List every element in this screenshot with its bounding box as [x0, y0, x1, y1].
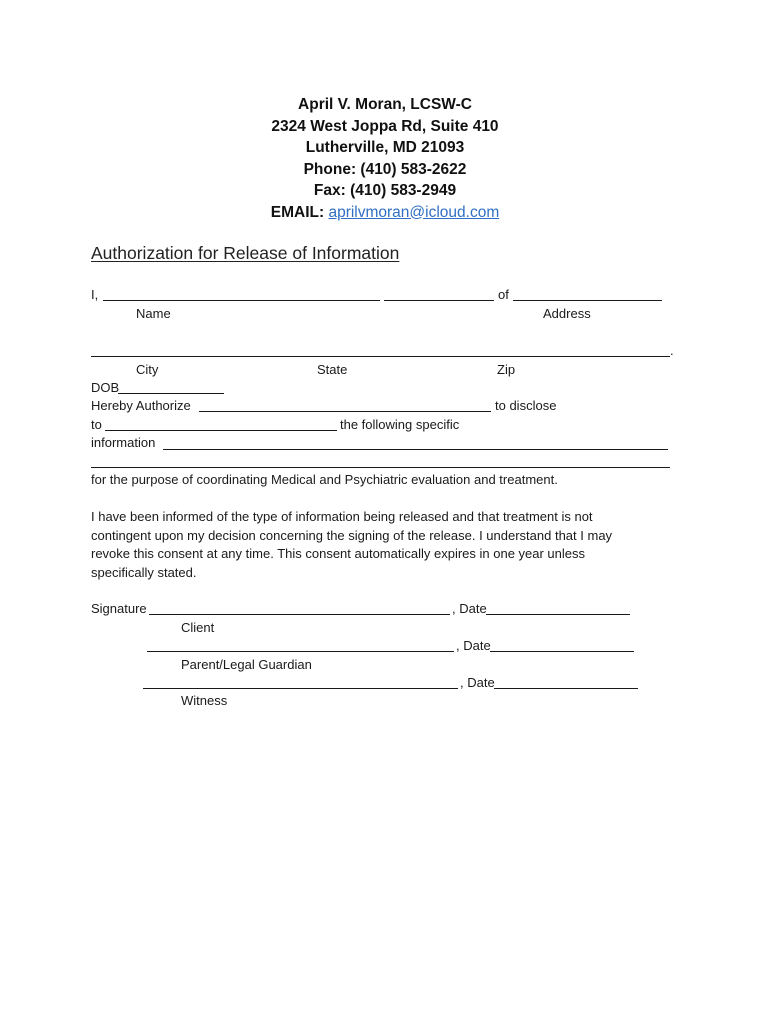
fax-number: Fax: (410) 583-2949	[313, 182, 457, 199]
information-field[interactable]	[163, 449, 668, 450]
zip-caption: Zip	[497, 362, 516, 377]
authorize-field[interactable]	[199, 411, 491, 412]
address-line-1: 2324 West Joppa Rd, Suite 410	[271, 117, 499, 135]
disclose-label: to disclose	[495, 398, 557, 413]
information-field-continued[interactable]	[91, 467, 670, 468]
witness-signature-field[interactable]	[143, 688, 458, 689]
client-date-label: , Date	[452, 601, 487, 616]
email-label: EMAIL:	[270, 203, 325, 221]
authorize-label: Hereby Authorize	[91, 398, 191, 413]
form-title: Authorization for Release of Information	[91, 243, 400, 263]
guardian-date-field[interactable]	[490, 651, 634, 652]
of-label: of	[498, 287, 509, 302]
paragraph-line: contingent upon my decision concerning the signing of the release. I understand that I may	[91, 527, 613, 543]
following-label: the following specific	[340, 417, 460, 432]
state-caption: State	[317, 362, 348, 377]
paragraph-line: specifically stated.	[91, 564, 197, 580]
witness-date-label: , Date	[460, 675, 495, 690]
period-mark: .	[670, 343, 674, 358]
paragraph-line: revoke this consent at any time. This consent automatically expires in one year unless	[91, 546, 586, 561]
to-label: to	[91, 417, 102, 432]
name-field-extra[interactable]	[384, 300, 494, 301]
phone-number: Phone: (410) 583-2622	[303, 160, 467, 178]
witness-date-field[interactable]	[494, 688, 638, 689]
address-caption: Address	[543, 306, 591, 321]
consent-paragraph	[91, 508, 666, 582]
address-line-2: Lutherville, MD 21093	[305, 139, 465, 156]
recipient-field[interactable]	[105, 430, 337, 431]
client-signature-field[interactable]	[149, 614, 450, 615]
paragraph-line: I have been informed of the type of information being released and that treatment is not	[91, 509, 593, 524]
address-field[interactable]	[513, 300, 662, 301]
information-label: information	[91, 435, 156, 450]
provider-name: April V. Moran, LCSW-C	[298, 96, 472, 113]
email-line	[0, 202, 770, 224]
guardian-date-label: , Date	[456, 638, 491, 653]
witness-caption: Witness	[181, 693, 228, 708]
i-label: I,	[91, 287, 99, 302]
signature-label: Signature	[91, 601, 147, 616]
client-date-field[interactable]	[486, 614, 630, 615]
client-caption: Client	[181, 620, 215, 635]
city-state-zip-field[interactable]	[91, 356, 670, 357]
guardian-caption: Parent/Legal Guardian	[181, 657, 312, 672]
letterhead	[0, 94, 770, 223]
purpose-text: for the purpose of coordinating Medical and Psychiatric evaluation and treatment.	[91, 472, 558, 487]
guardian-signature-field[interactable]	[147, 651, 454, 652]
email-link[interactable]: aprilvmoran@icloud.com	[328, 203, 500, 221]
dob-label: DOB	[91, 380, 120, 395]
name-caption: Name	[136, 306, 171, 321]
name-field[interactable]	[103, 300, 380, 301]
dob-field[interactable]	[118, 393, 224, 394]
city-caption: City	[136, 362, 159, 377]
